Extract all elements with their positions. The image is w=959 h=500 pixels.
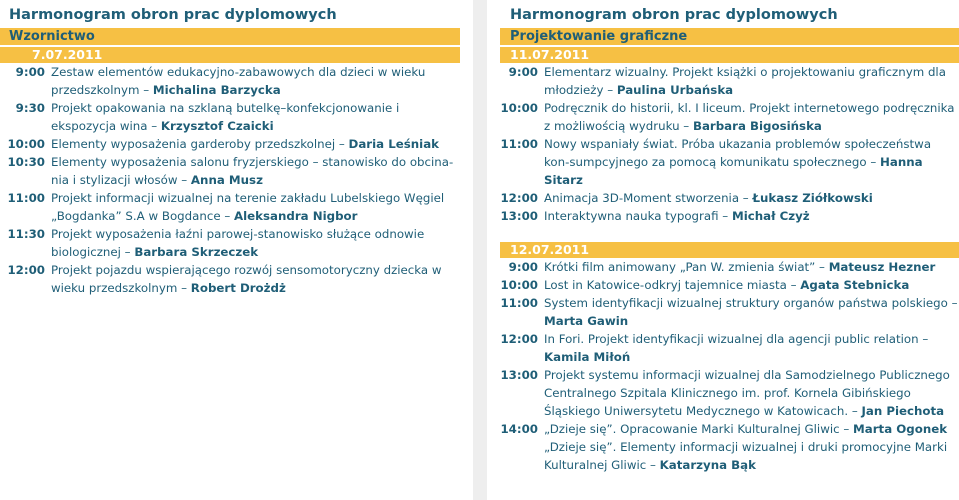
entry-description	[544, 99, 959, 135]
entry-author: Kamila Miłoń	[544, 350, 631, 364]
schedule-entry	[0, 153, 460, 189]
entry-time: 10:00	[500, 278, 538, 292]
schedule-list	[500, 63, 959, 225]
section-band: Projektowanie graficzne	[500, 28, 959, 45]
column-divider	[473, 0, 487, 500]
entry-time: 11:00	[7, 191, 45, 205]
entry-author: Daria Leśniak	[348, 137, 440, 151]
entry-author: Agata Stebnicka	[800, 278, 910, 292]
entry-title: Elementarz wizualny. Projekt książki o projektowaniu graficznym dla młodzieży –	[544, 65, 946, 97]
entry-title: Projekt systemu informacji wizualnej dla Samodzielnego Publicznego Centralnego Szpitala Klinicznego im. prof. Kornela Gibińskiego Śląskiego Uniwersytetu Medycznego w Katowicach. –	[544, 368, 950, 418]
entry-time: 9:00	[508, 260, 538, 274]
entry-description	[544, 330, 959, 366]
entry-author: Michał Czyż	[731, 209, 810, 223]
schedule-entry	[500, 207, 959, 225]
entry-author: Barbara Skrzeczek	[134, 245, 259, 259]
entry-time: 9:00	[508, 65, 538, 79]
entry-title: Projekt opakowania na szklaną butelkę–konfekcjonowanie i ekspozycja wina –	[51, 101, 400, 133]
entry-author: Robert Drożdż	[190, 281, 286, 295]
entry-author: Mateusz Hezner	[828, 260, 936, 274]
entry-title: In Fori. Projekt identyfikacji wizualnej dla agencji public relation –	[544, 332, 929, 346]
schedule-entry	[500, 189, 959, 207]
entry-title: Animacja 3D-Moment stworzenia –	[544, 191, 753, 205]
entry-title: Zestaw elementów edukacyjno-zabawowych dla dzieci w wieku przedszkolnym –	[51, 65, 426, 97]
entry-title: „Dzieje się”. Elementy informacji wizualnej i druki promocyjne Marki Kulturalnej Gliwic –	[544, 440, 948, 472]
entry-time: 9:30	[15, 101, 45, 115]
entry-author: Marta Gawin	[544, 314, 629, 328]
entry-description	[544, 366, 959, 420]
entry-time: 12:00	[500, 191, 538, 205]
entry-description	[544, 276, 959, 294]
entry-author: Aleksandra Nigbor	[234, 209, 358, 223]
entry-author: Krzysztof Czaicki	[160, 119, 274, 133]
entry-description	[544, 207, 959, 225]
entry-time: 11:30	[7, 227, 45, 241]
entry-title: System identyfikacji wizualnej struktury organów państwa polskiego –	[544, 296, 958, 310]
entry-title: Krótki film animowany „Pan W. zmienia świat” –	[544, 260, 829, 274]
entry-description	[51, 153, 460, 189]
schedule-entry	[500, 135, 959, 189]
schedule-list	[500, 258, 959, 474]
entry-description	[51, 63, 460, 99]
entry-author: Barbara Bigosińska	[692, 119, 822, 133]
schedule-entry	[500, 258, 959, 276]
entry-time: 12:00	[7, 263, 45, 277]
page-title: Harmonogram obron prac dyplomowych	[510, 7, 838, 23]
entry-description	[51, 135, 460, 153]
entry-title: Interaktywna nauka typografi –	[544, 209, 732, 223]
entry-time: 10:00	[500, 101, 538, 115]
entry-author: Katarzyna Bąk	[659, 458, 756, 472]
entry-title: Nowy wspaniały świat. Próba ukazania problemów społeczeństwa kon-sumpcyjnego za pomocą komunikatu społecznego –	[544, 137, 932, 169]
date-band: 11.07.2011	[500, 47, 959, 63]
schedule-entry	[500, 276, 959, 294]
entry-time: 11:00	[500, 296, 538, 310]
entry-title: Projekt wyposażenia łaźni parowej-stanowisko służące odnowie biologicznej –	[51, 227, 425, 259]
schedule-entry	[0, 225, 460, 261]
schedule-entry	[500, 420, 959, 438]
entry-time	[500, 438, 544, 474]
schedule-entry	[0, 135, 460, 153]
schedule-list	[0, 63, 460, 297]
schedule-entry	[500, 63, 959, 99]
entry-time: 13:00	[500, 209, 538, 223]
entry-description	[51, 189, 460, 225]
entry-time: 9:00	[15, 65, 45, 79]
page-title: Harmonogram obron prac dyplomowych	[9, 7, 337, 23]
entry-title: Lost in Katowice-odkryj tajemnice miasta –	[544, 278, 801, 292]
entry-description	[51, 225, 460, 261]
entry-description	[544, 63, 959, 99]
date-band: 12.07.2011	[500, 242, 959, 258]
schedule-entry	[500, 438, 959, 474]
schedule-entry	[0, 63, 460, 99]
section-band: Wzornictwo	[0, 28, 460, 45]
schedule-entry	[0, 189, 460, 225]
entry-time: 10:30	[7, 155, 45, 169]
entry-description	[544, 420, 959, 438]
entry-author: Marta Ogonek	[853, 422, 948, 436]
entry-time: 12:00	[500, 332, 538, 346]
entry-title: „Dzieje się”. Opracowanie Marki Kulturalnej Gliwic –	[544, 422, 854, 436]
entry-time: 14:00	[500, 422, 538, 436]
entry-description	[544, 294, 959, 330]
entry-author: Jan Piechota	[861, 404, 945, 418]
entry-description	[51, 99, 460, 135]
schedule-entry	[500, 366, 959, 420]
schedule-entry	[500, 99, 959, 135]
entry-description	[544, 438, 959, 474]
entry-author: Hanna Sitarz	[544, 155, 923, 187]
entry-time: 10:00	[7, 137, 45, 151]
entry-author: Paulina Urbańska	[616, 83, 734, 97]
schedule-entry	[500, 330, 959, 366]
entry-description	[544, 135, 959, 189]
entry-title: Projekt informacji wizualnej na terenie zakładu Lubelskiego Węgiel „Bogdanka” S.A w Bogdance –	[51, 191, 445, 223]
entry-title: Elementy wyposażenia garderoby przedszkolnej –	[51, 137, 349, 151]
schedule-entry	[0, 99, 460, 135]
entry-title: Projekt pojazdu wspierającego rozwój sensomotoryczny dziecka w wieku przedszkolnym –	[51, 263, 442, 295]
right-column	[500, 0, 959, 474]
entry-description	[544, 258, 959, 276]
schedule-entry	[500, 294, 959, 330]
left-column	[0, 0, 460, 297]
date-band: 7.07.2011	[0, 47, 460, 63]
entry-description	[544, 189, 959, 207]
entry-description	[51, 261, 460, 297]
schedule-entry	[0, 261, 460, 297]
entry-title: Elementy wyposażenia salonu fryzjerskiego – stanowisko do obcina-nia i stylizacji włosów –	[51, 155, 454, 187]
entry-author: Anna Musz	[190, 173, 263, 187]
entry-author: Łukasz Ziółkowski	[752, 191, 873, 205]
entry-time: 13:00	[500, 368, 538, 382]
entry-author: Michalina Barzycka	[152, 83, 281, 97]
entry-title: Podręcznik do historii, kl. I liceum. Projekt internetowego podręcznika z możliwością wydruku –	[544, 101, 955, 133]
entry-time: 11:00	[500, 137, 538, 151]
